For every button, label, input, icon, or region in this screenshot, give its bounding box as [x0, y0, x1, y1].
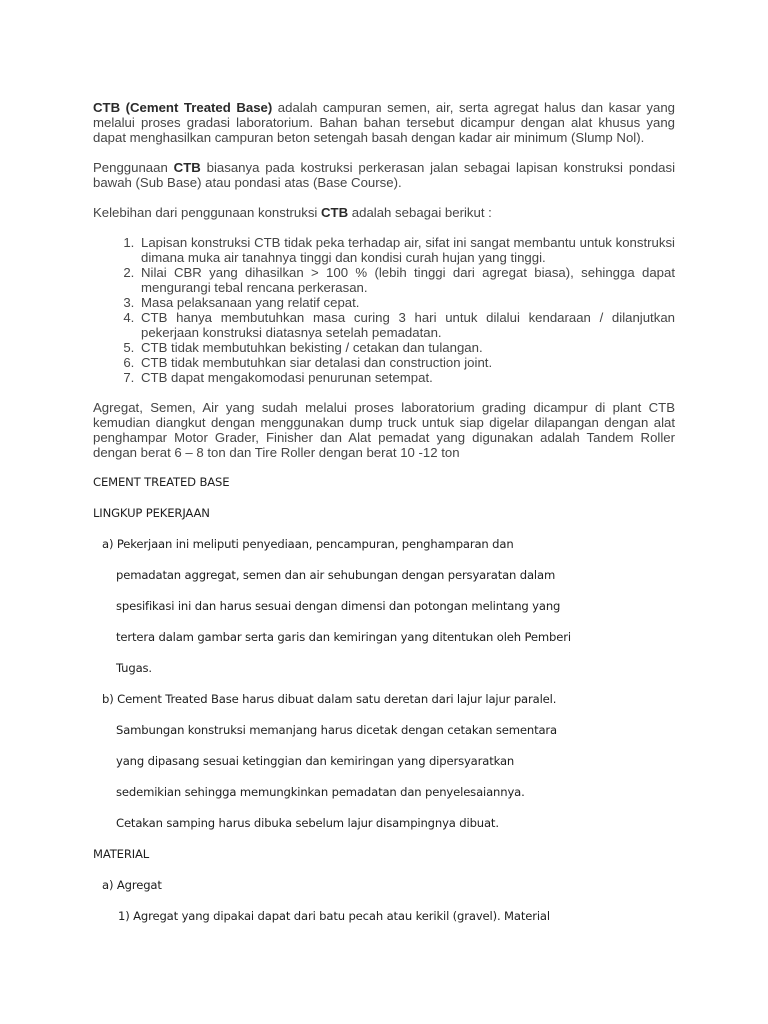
intro-term: CTB (Cement Treated Base) [93, 100, 273, 115]
scope-a-line: Tugas. [116, 661, 152, 675]
list-item: 6. CTB tidak membutuhkan siar detalasi dan construction joint. [138, 355, 675, 370]
advantages-term: CTB [321, 205, 349, 220]
section-title: CEMENT TREATED BASE [93, 475, 230, 489]
list-item: 3. Masa pelaksanaan yang relatif cepat. [138, 295, 675, 310]
scope-b-line: Cetakan samping harus dibuka sebelum lajur disampingnya dibuat. [116, 816, 499, 830]
scope-a-line: spesifikasi ini dan harus sesuai dengan dimensi dan potongan melintang yang [116, 599, 561, 613]
usage-paragraph [93, 160, 675, 190]
intro-text: adalah campuran semen, air, serta agregat halus dan kasar yang melalui proses gradasi laboratorium. Bahan bahan tersebut dicampur dengan alat khusus yang dapat menghasilkan campuran beton setengah basah dengan kadar air minimum (Slump Nol). [93, 100, 675, 145]
list-item: 2. Nilai CBR yang dihasilkan > 100 % (lebih tinggi dari agregat biasa), sehingga dapat mengurangi tebal rencana perkerasan. [138, 265, 675, 295]
material-heading: MATERIAL [93, 847, 150, 861]
usage-text: biasanya pada kostruksi perkerasan jalan sebagai lapisan konstruksi pondasi bawah (Sub Base) atau pondasi atas (Base Course). [93, 160, 676, 190]
advantages-list [93, 235, 675, 385]
usage-term: CTB [173, 160, 201, 175]
document-body [93, 100, 675, 475]
agregat-heading: a) Agregat [102, 878, 162, 892]
scope-a-line: pemadatan aggregat, semen dan air sehubungan dengan persyaratan dalam [116, 568, 556, 582]
scope-b-line: sedemikian sehingga memungkinkan pemadatan dan penyelesaiannya. [116, 785, 525, 799]
intro-paragraph [93, 100, 675, 145]
scope-b-line: Sambungan konstruksi memanjang harus dicetak dengan cetakan sementara [116, 723, 557, 737]
list-item: 4. CTB hanya membutuhkan masa curing 3 hari untuk dilalui kendaraan / dilanjutkan pekerjaan konstruksi diatasnya setelah pemadatan. [138, 310, 675, 340]
advantages-text: adalah sebagai berikut : [348, 205, 492, 220]
list-item: 7. CTB dapat mengakomodasi penurunan setempat. [138, 370, 675, 385]
list-item: 5. CTB tidak membutuhkan bekisting / cetakan dan tulangan. [138, 340, 675, 355]
list-item: 1. Lapisan konstruksi CTB tidak peka terhadap air, sifat ini sangat membantu untuk konstruksi dimana muka air tanahnya tinggi dan kondisi curah hujan yang tinggi. [138, 235, 675, 265]
advantages-lead: Kelebihan dari penggunaan konstruksi [93, 205, 322, 220]
usage-lead: Penggunaan [93, 160, 174, 175]
process-paragraph: Agregat, Semen, Air yang sudah melalui proses laboratorium grading dicampur di plant CTB kemudian diangkut dengan menggunakan dump truck untuk siap digelar dilapangan dengan alat penghampar Motor Grader, Finisher dan Alat pemadat yang digunakan adalah Tandem Roller dengan berat 6 – 8 ton dan Tire Roller dengan berat 10 -12 ton [93, 400, 675, 460]
advantages-intro [93, 205, 675, 220]
scope-a-line: a) Pekerjaan ini meliputi penyediaan, pencampuran, penghamparan dan [102, 537, 514, 551]
scope-a-line: tertera dalam gambar serta garis dan kemiringan yang ditentukan oleh Pemberi [116, 630, 571, 644]
agregat-line: 1) Agregat yang dipakai dapat dari batu pecah atau kerikil (gravel). Material [118, 909, 550, 923]
scope-b-line: yang dipasang sesuai ketinggian dan kemiringan yang dipersyaratkan [116, 754, 515, 768]
scope-b-line: b) Cement Treated Base harus dibuat dalam satu deretan dari lajur lajur paralel. [102, 692, 557, 706]
scope-heading: LINGKUP PEKERJAAN [93, 506, 210, 520]
